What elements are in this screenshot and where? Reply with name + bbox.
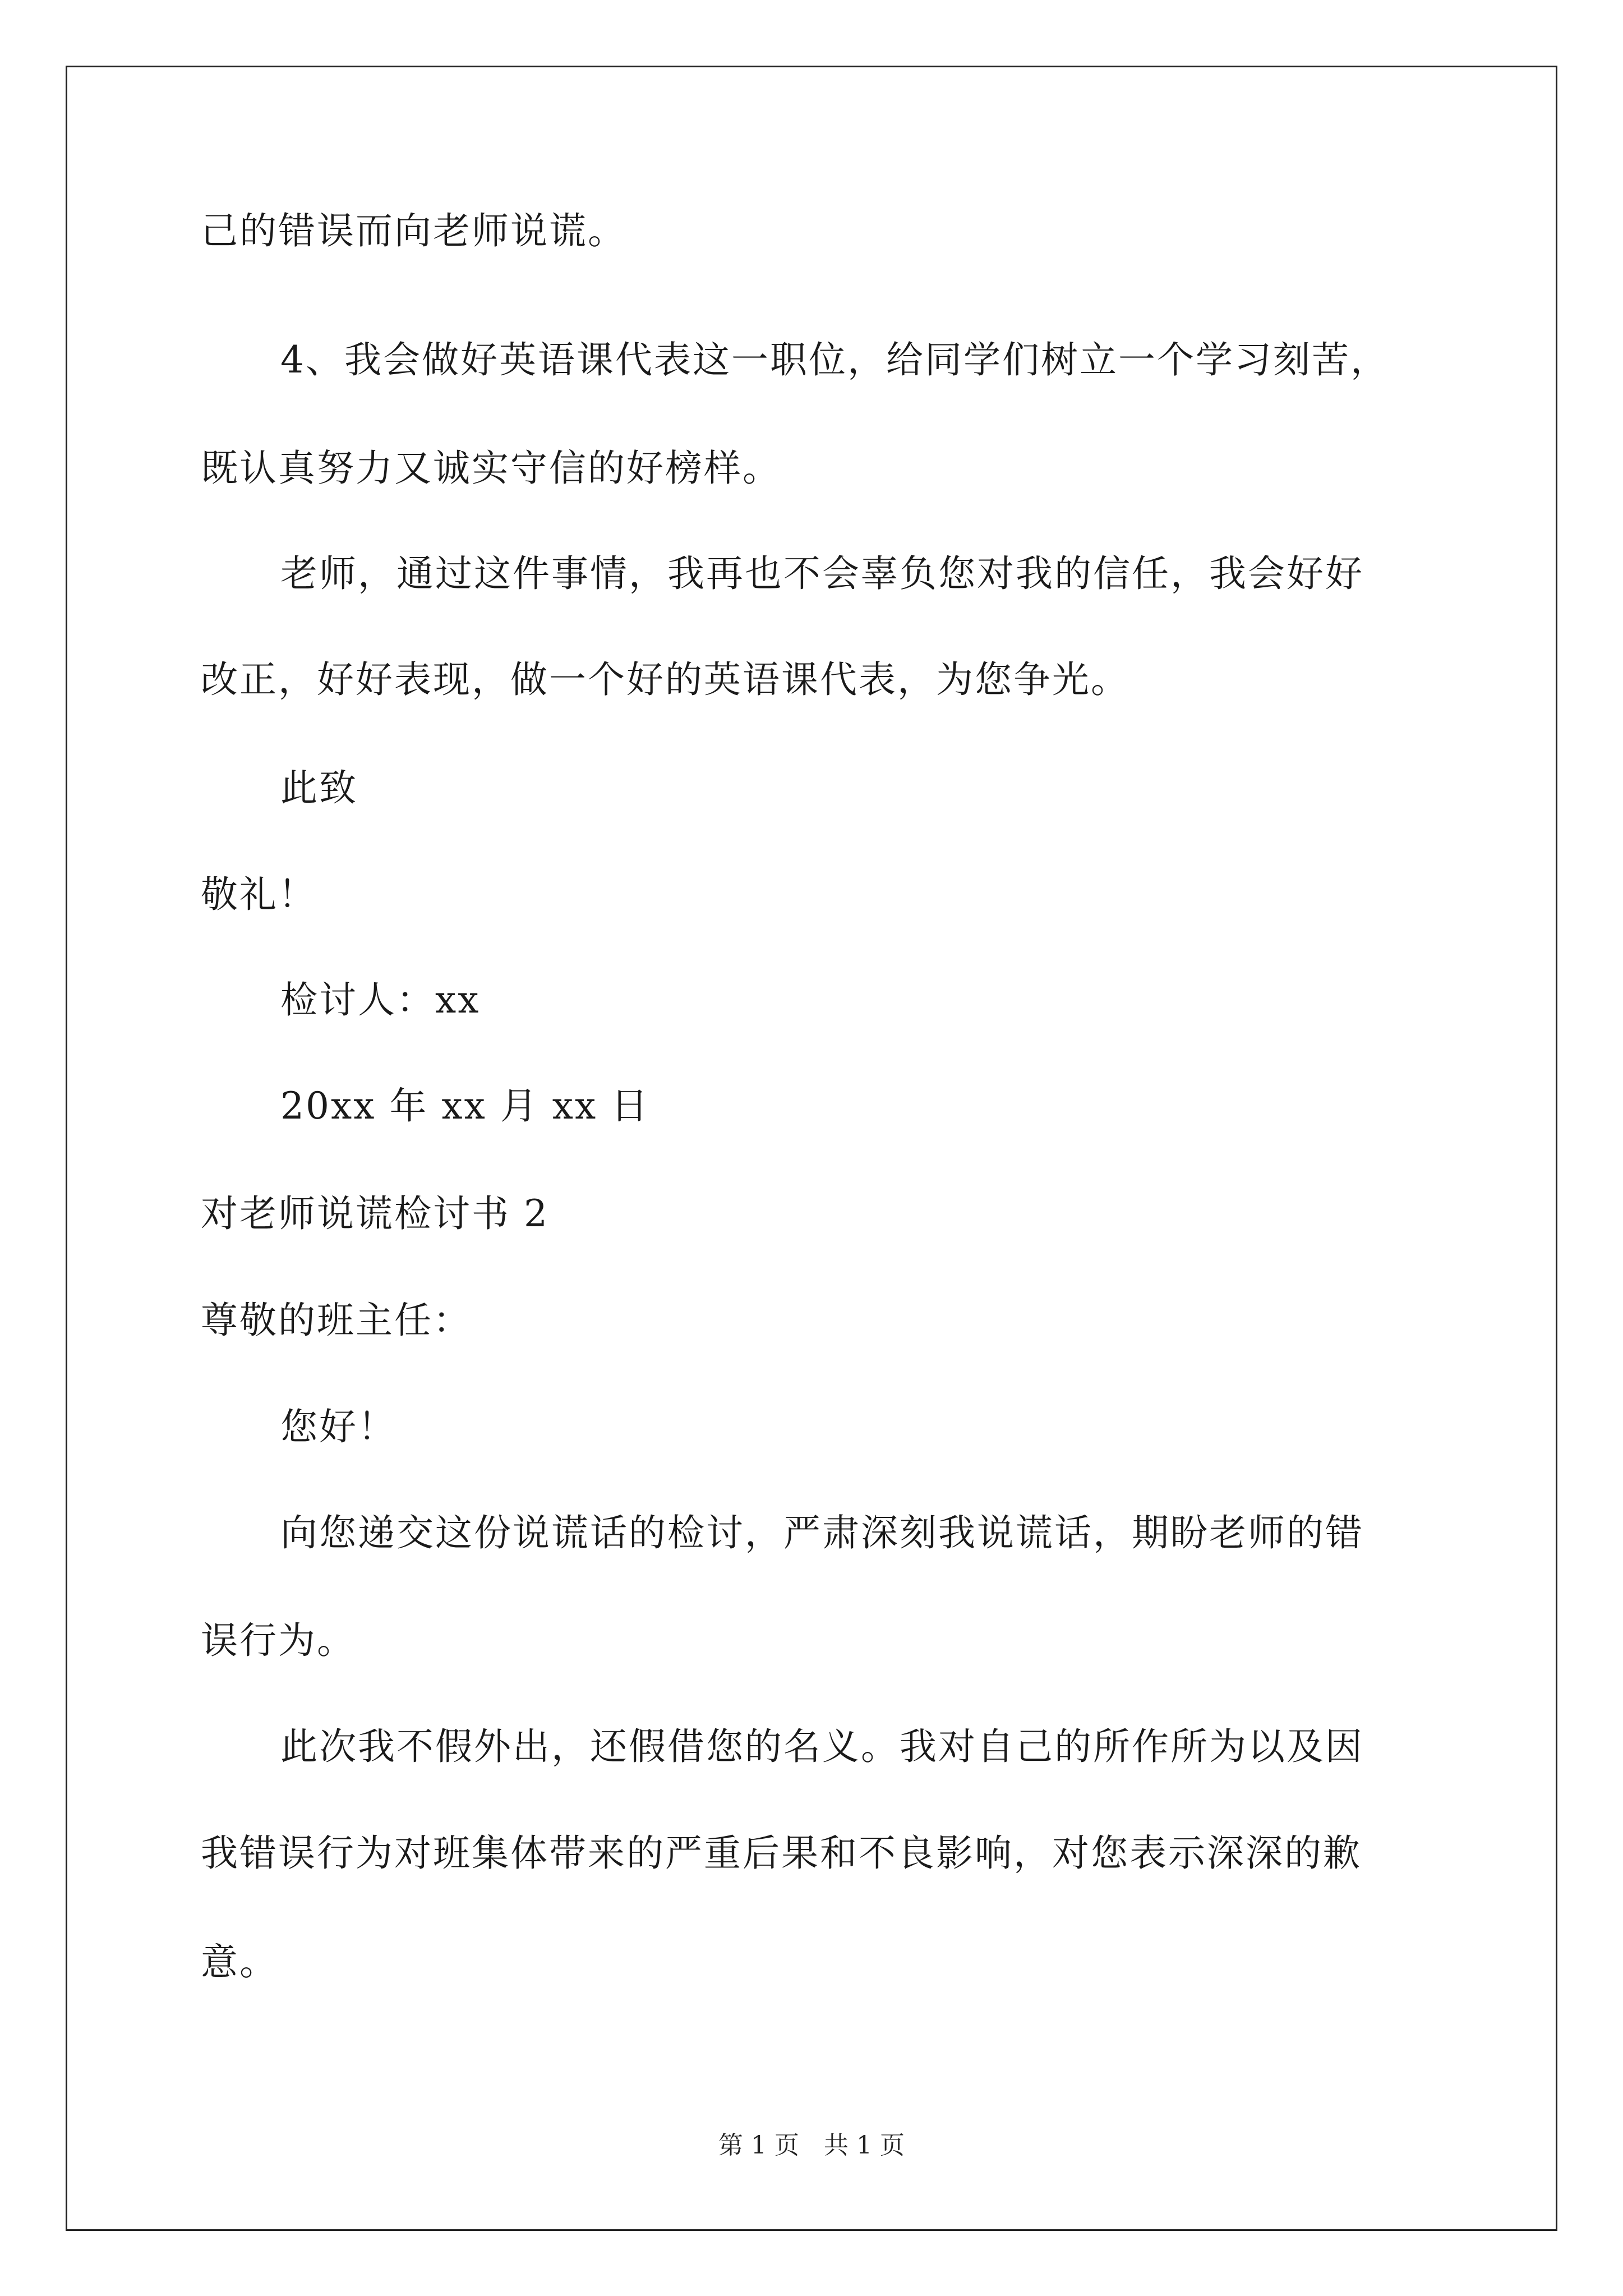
page-number-footer: 第 1 页 共 1 页 — [718, 2131, 905, 2160]
closing-line: 此致 — [280, 766, 358, 809]
body-line: 老师，通过这件事情，我再也不会辜负您对我的信任，我会好好 — [280, 552, 1364, 595]
body-line: 意。 — [201, 1940, 278, 1984]
greeting: 您好！ — [280, 1405, 396, 1448]
body-line: 误行为。 — [201, 1619, 356, 1662]
body-line: 此次我不假外出，还假借您的名义。我对自己的所作所为以及因 — [280, 1725, 1364, 1768]
signer: 检讨人：xx — [280, 978, 481, 1022]
body-line: 既认真努力又诚实守信的好榜样。 — [201, 447, 781, 490]
closing-salute: 敬礼！ — [201, 873, 317, 916]
body-line: 改正，好好表现，做一个好的英语课代表，为您争光。 — [201, 658, 1129, 701]
body-line: 己的错误而向老师说谎。 — [201, 209, 626, 252]
date: 20xx 年 xx 月 xx 日 — [280, 1084, 650, 1128]
body-line: 我错误行为对班集体带来的严重后果和不良影响，对您表示深深的歉 — [201, 1832, 1362, 1875]
body-line: 向您递交这份说谎话的检讨，严肃深刻我说谎话，期盼老师的错 — [280, 1511, 1364, 1554]
page-border — [66, 66, 1557, 2231]
salutation: 尊敬的班主任： — [201, 1299, 472, 1342]
body-line: 4、我会做好英语课代表这一职位，给同学们树立一个学习刻苦， — [280, 338, 1389, 381]
section-title: 对老师说谎检讨书 2 — [201, 1192, 549, 1235]
